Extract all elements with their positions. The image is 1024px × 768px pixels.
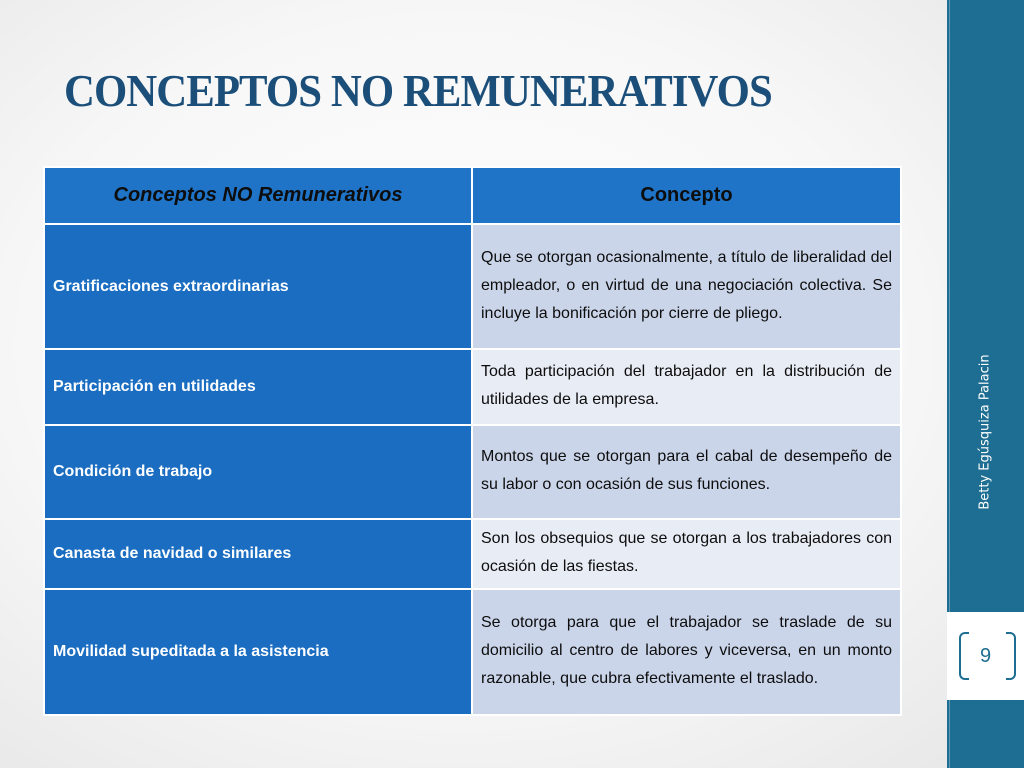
concept-description: Se otorga para que el trabajador se traslade de su domicilio al centro de labores y viceversa, en un monto razonable, que cubra efectivamente el traslado.: [472, 589, 901, 715]
page-number: 9: [979, 645, 992, 667]
concept-description: Toda participación del trabajador en la distribución de utilidades de la empresa.: [472, 349, 901, 425]
right-bracket-icon: [1006, 632, 1016, 680]
concepts-table: [43, 166, 902, 716]
concept-name: Canasta de navidad o similares: [44, 519, 472, 589]
page-number-box: [947, 612, 1024, 700]
table-header-row: [44, 167, 901, 224]
table-row: [44, 589, 901, 715]
concept-name: Participación en utilidades: [44, 349, 472, 425]
slide-title: CONCEPTOS NO REMUNERATIVOS: [64, 65, 772, 116]
table-row: [44, 224, 901, 349]
table-row: [44, 425, 901, 519]
concept-name: Gratificaciones extraordinarias: [44, 224, 472, 349]
header-concepto: Concepto: [472, 167, 901, 224]
concept-description: Montos que se otorgan para el cabal de desempeño de su labor o con ocasión de sus funciones.: [472, 425, 901, 519]
table-row: [44, 519, 901, 589]
concept-description: Que se otorgan ocasionalmente, a título de liberalidad del empleador, o en virtud de una negociación colectiva. Se incluye la bonificación por cierre de pliego.: [472, 224, 901, 349]
concept-description: Son los obsequios que se otorgan a los trabajadores con ocasión de las fiestas.: [472, 519, 901, 589]
author-name: Betty Egúsquiza Palacin: [977, 354, 993, 510]
concept-name: Movilidad supeditada a la asistencia: [44, 589, 472, 715]
header-conceptos: Conceptos NO Remunerativos: [44, 167, 472, 224]
table-row: [44, 349, 901, 425]
concept-name: Condición de trabajo: [44, 425, 472, 519]
